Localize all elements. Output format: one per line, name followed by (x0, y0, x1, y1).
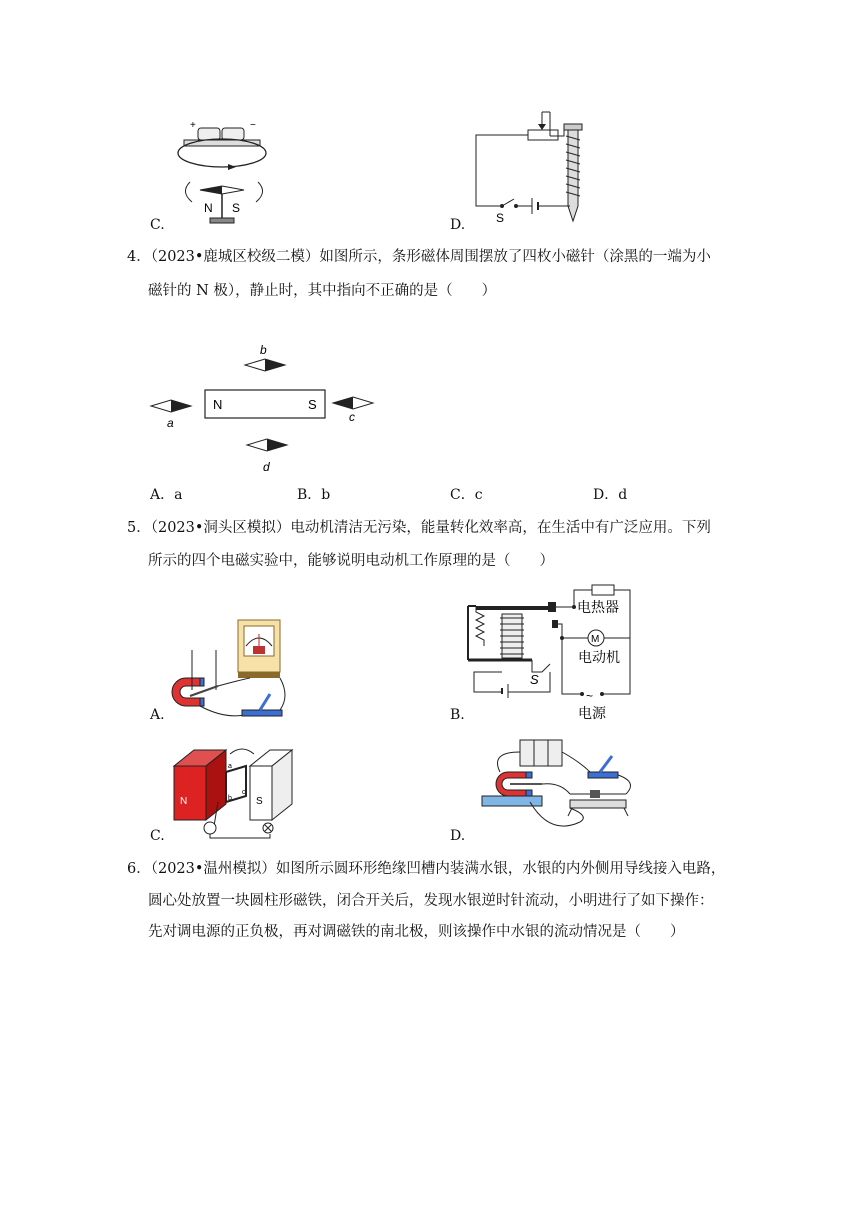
q5b-motor-label: 电动机 (578, 649, 620, 665)
q3-n-label: N (204, 201, 213, 215)
q5b-motor-symbol: M (591, 634, 600, 645)
q6-text-line1: 6．（2023•温州模拟）如图所示圆环形绝缘凹槽内装满水银，水银的内外侧用导线接入电路， (127, 861, 726, 877)
q3-option-c: C. (150, 217, 165, 233)
q5-option-d: D. (450, 828, 466, 844)
q3-option-d: D. (450, 217, 466, 233)
needle-a-label: a (167, 416, 174, 430)
needle-b (245, 359, 285, 371)
q4-bar-magnet-figure (145, 340, 385, 475)
q5b-ac-symbol: ~ (586, 689, 594, 703)
q5-option-c: C. (150, 828, 165, 844)
q4-text-line2: 磁针的 N 极），静止时，其中指向不正确的是（ ） (148, 283, 497, 299)
q5-figure-d (470, 732, 640, 842)
needle-d-label: d (263, 460, 270, 474)
q4-option-d: D．d (593, 487, 628, 503)
q3-minus-label: − (250, 120, 256, 131)
q5c-s-label: S (256, 796, 263, 807)
q5b-heater-label: 电热器 (577, 599, 619, 615)
q5c-a-label: a (228, 763, 232, 770)
q5-figure-c (170, 742, 300, 842)
q5b-switch-label: S (530, 672, 539, 687)
q5-text-line1: 5．（2023•洞头区模拟）电动机清洁无污染，能量转化效率高，在生活中有广泛应用。下列 (127, 520, 711, 536)
q3-figure-d (470, 106, 600, 226)
needle-c (333, 397, 373, 409)
magnet-s-label: S (308, 397, 317, 412)
needle-a (151, 400, 191, 412)
q6-text-line2: 圆心处放置一块圆柱形磁铁，闭合开关后，发现水银逆时针流动，小明进行了如下操作： (148, 893, 714, 909)
q5c-b-label: b (228, 795, 232, 802)
needle-b-label: b (260, 343, 267, 357)
q5-option-b: B. (450, 707, 465, 723)
q5-text-line2: 所示的四个电磁实验中，能够说明电动机工作原理的是（ ） (148, 553, 554, 569)
q5c-c-label: c (242, 789, 246, 796)
needle-d (247, 439, 287, 451)
bar-magnet (205, 390, 325, 418)
q4-option-c: C．c (450, 487, 483, 503)
q3-switch-label: S (496, 211, 505, 225)
q3-s-label: S (232, 201, 241, 215)
q5c-n-label: N (180, 796, 188, 807)
q6-text-line3: 先对调电源的正负极，再对调磁铁的南北极，则该操作中水银的流动情况是（ ） (148, 924, 685, 940)
q3-figure-c (170, 118, 280, 228)
q5-figure-b (462, 580, 642, 720)
q3-plus-label: + (190, 120, 196, 131)
magnet-n-label: N (213, 397, 223, 412)
q4-option-a: A．a (150, 487, 183, 503)
q4-option-b: B．b (297, 487, 331, 503)
q5b-source-label: 电源 (578, 705, 606, 720)
needle-c-label: c (349, 410, 355, 424)
q5-option-a: A. (150, 707, 165, 723)
q4-text-line1: 4．（2023•鹿城区校级二模）如图所示，条形磁体周围摆放了四枚小磁针（涂黑的一端为小 (127, 249, 711, 265)
q5-figure-a (170, 616, 300, 726)
